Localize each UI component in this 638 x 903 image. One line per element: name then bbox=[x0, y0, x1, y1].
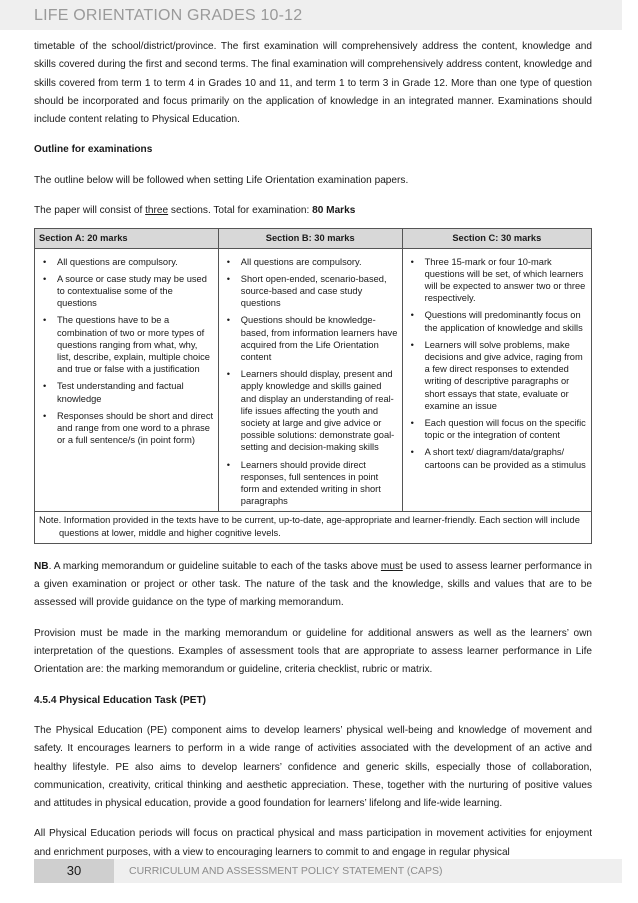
list-item: • All questions are compulsory. bbox=[57, 256, 214, 268]
table-note bbox=[35, 512, 592, 543]
section-c-header: Section C: 30 marks bbox=[402, 229, 591, 248]
list-item: • Short open-ended, scenario-based, source-based and case study questions bbox=[241, 273, 398, 310]
pet-heading: 4.5.4 Physical Education Task (PET) bbox=[34, 694, 207, 706]
provision-paragraph: Provision must be made in the marking memorandum or guideline for additional answers as well as the learners’ own interpretation of the questions. Examples of assessment tools that are appropriate to assess learner performance in Life Orientation are: the marking memorandum or guideline, criteria checklist, rubric or matrix. bbox=[34, 627, 592, 676]
paper-prefix: The paper will consist of bbox=[34, 205, 146, 217]
nb-paragraph bbox=[34, 558, 592, 613]
list-item: • A short text/ diagram/data/graphs/ cartoons can be provided as a stimulus bbox=[425, 446, 587, 470]
exam-sections-table bbox=[34, 228, 592, 543]
section-b-header: Section B: 30 marks bbox=[218, 229, 402, 248]
pet-paragraph-2: All Physical Education periods will focus on practical physical and mass participation in movement activities for enjoyment and enrichment purposes, with a view to encouraging learners to commit to and engage in regular physical bbox=[34, 828, 592, 858]
paper-three: three bbox=[145, 205, 169, 217]
pet-paragraph-1: The Physical Education (PE) component aims to develop learners’ physical well-being and knowledge of movement and safety. It encourages learners to perform in a wide range of activities associated with the development of an active and healthy lifestyle. PE also aims to develop learners’ confidence and generic skills, especially those of collaboration, communication, creativity, critical thinking and aesthetic appreciation. These, together with the nurturing of positive values and attitudes in physical education, provide a good foundation for learners’ lifelong and life-wide learning. bbox=[34, 724, 592, 810]
nb-label: NB bbox=[34, 560, 49, 572]
intro-paragraph: timetable of the school/district/province. The first examination will comprehensively address the content, knowledge and skills covered during the first and second terms. The final examination will comprehensively address content, knowledge and skills covered from term 1 to term 4 in Grades 10 and 11, and term 1 to term 3 in Grade 12. More than one type of question should be incorporated and focus primarily on the application of knowledge in an integrated manner. Examinations should include content relating to Physical Education. bbox=[34, 41, 592, 126]
outline-heading: Outline for examinations bbox=[34, 144, 153, 156]
paper-middle: sections. Total for examination: bbox=[168, 205, 313, 217]
section-c-cell bbox=[402, 248, 591, 512]
list-item: • Three 15-mark or four 10-mark questions will be set, of which learners will be expected to answer two or three respectively. bbox=[425, 256, 587, 305]
header-title: LIFE ORIENTATION GRADES 10-12 bbox=[34, 7, 303, 24]
list-item: • Questions should be knowledge-based, from information learners have acquired from the Life Orientation content bbox=[241, 314, 398, 363]
page-footer bbox=[34, 859, 622, 883]
page-header bbox=[0, 0, 622, 30]
paper-sections-line bbox=[34, 202, 592, 220]
table-note-text: Note. Information provided in the texts have to be current, up-to-date, age-appropriate and learner-friendly. Each section will include questions at lower, middle and higher cognitive levels. bbox=[39, 515, 580, 538]
list-item: • Test understanding and factual knowledge bbox=[57, 380, 214, 404]
nb-must: must bbox=[380, 560, 403, 572]
list-item: • Responses should be short and direct and range from one word to a phrase or a full sentence/s (in point form) bbox=[57, 410, 214, 447]
list-item: • A source or case study may be used to contextualise some of the questions bbox=[57, 273, 214, 310]
list-item: • Questions will predominantly focus on the application of knowledge and skills bbox=[425, 309, 587, 333]
table-note-row bbox=[35, 512, 592, 543]
section-b-cell bbox=[218, 248, 402, 512]
page-content bbox=[34, 38, 592, 874]
page-number: 30 bbox=[34, 859, 114, 883]
list-item: • Learners will solve problems, make decisions and give advice, raging from a few direct responses to extended writing of descriptive paragraphs or short essays that state, evaluate or examine an issue bbox=[425, 339, 587, 412]
footer-title: CURRICULUM AND ASSESSMENT POLICY STATEMENT (CAPS) bbox=[129, 865, 443, 877]
table-body-row bbox=[35, 248, 592, 512]
outline-text: The outline below will be followed when setting Life Orientation examination papers. bbox=[34, 174, 409, 186]
list-item: • Each question will focus on the specific topic or the integration of content bbox=[425, 417, 587, 441]
paper-marks: 80 Marks bbox=[312, 205, 356, 217]
nb-before-must: . A marking memorandum or guideline suitable to each of the tasks above bbox=[48, 560, 381, 572]
list-item: • All questions are compulsory. bbox=[241, 256, 398, 268]
nb-after-must: be used to assess learner performance in a given examination or project or other task. The nature of the task and the knowledge, skills and values that are to be assessed will provide guidance on the type of marking memorandum. bbox=[34, 560, 592, 609]
list-item: • Learners should provide direct responses, full sentences in point form and extended writing in short paragraphs bbox=[241, 459, 398, 508]
section-a-header: Section A: 20 marks bbox=[35, 229, 219, 248]
table-header-row bbox=[35, 229, 592, 248]
section-a-cell bbox=[35, 248, 219, 512]
list-item: • Learners should display, present and apply knowledge and skills gained and display an understanding of real-life issues affecting the youth and society at large and give advice or possible solutions: demonstrate goal-setting and decision-making skills bbox=[241, 368, 398, 453]
list-item: • The questions have to be a combination of two or more types of questions ranging from what, why, list, describe, explain, multiple choice and true or false with a justification bbox=[57, 314, 214, 375]
